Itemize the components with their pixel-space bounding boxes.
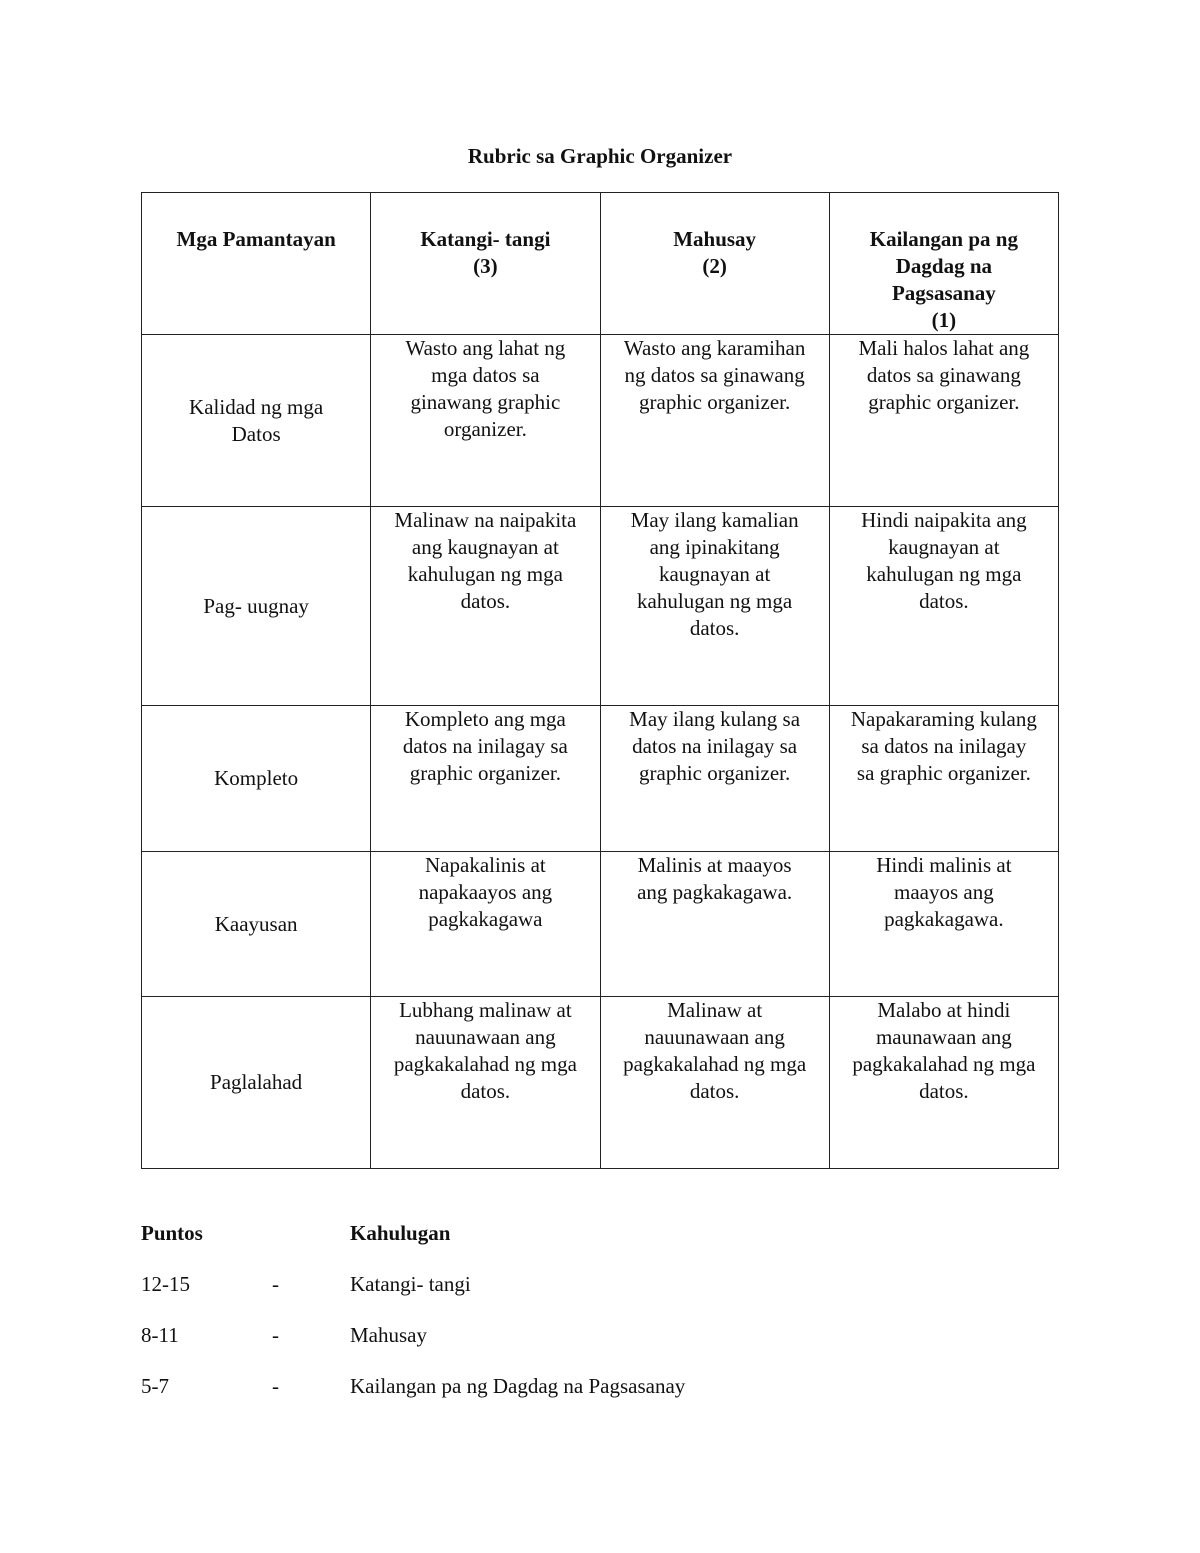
cell-line: Kompleto [214, 766, 299, 790]
cell-line: Wasto ang karamihan [623, 336, 806, 360]
legend-points: 5-7 [141, 1374, 169, 1398]
cell-line: Hindi malinis at [876, 853, 1012, 877]
cell-line: pagkakalahad ng mga [623, 1052, 807, 1076]
cell-line: pagkakalahad ng mga [852, 1052, 1036, 1076]
descriptor-cell [600, 335, 829, 507]
cell-line: ang pagkakagawa. [637, 880, 793, 904]
legend-meaning: Kailangan pa ng Dagdag na Pagsasanay [350, 1374, 686, 1398]
descriptor-cell [829, 706, 1058, 852]
page-title: Rubric sa Graphic Organizer [467, 144, 733, 168]
descriptor-cell [829, 335, 1058, 507]
cell-line: Malinaw na naipakita [394, 508, 577, 532]
cell-line: pagkakalahad ng mga [393, 1052, 577, 1076]
header-line: Katangi- tangi [420, 227, 551, 251]
cell-line: sa datos na inilagay [861, 734, 1027, 758]
cell-line: kahulugan ng mga [407, 562, 563, 586]
cell-line: datos na inilagay sa [402, 734, 568, 758]
cell-line: Wasto ang lahat ng [405, 336, 566, 360]
criterion-cell [142, 706, 371, 852]
cell-line: kaugnayan at [888, 535, 1000, 559]
header-level-2 [600, 193, 829, 335]
legend-dash: - [272, 1272, 279, 1296]
header-line: (3) [473, 254, 498, 278]
header-line: (2) [702, 254, 727, 278]
cell-line: Pag- uugnay [203, 593, 309, 618]
cell-line: kahulugan ng mga [866, 562, 1022, 586]
cell-line: Malinis at maayos [637, 853, 792, 877]
cell-line: ang kaugnayan at [411, 535, 559, 559]
criterion-cell [142, 335, 371, 507]
table-row [142, 507, 1059, 706]
cell-line: sa graphic organizer. [856, 761, 1031, 785]
descriptor-cell [829, 852, 1058, 997]
cell-line: datos. [460, 589, 511, 613]
cell-line: pagkakagawa. [884, 907, 1004, 931]
header-line: Pagsasanay [891, 281, 996, 305]
cell-line: datos sa ginawang [866, 363, 1021, 387]
descriptor-cell [600, 997, 829, 1169]
cell-line: Malabo at hindi [877, 998, 1011, 1022]
cell-line: kahulugan ng mga [637, 589, 793, 613]
descriptor-cell [829, 997, 1058, 1169]
cell-line: pagkakagawa [428, 907, 543, 931]
cell-line: May ilang kamalian [630, 508, 799, 532]
cell-line: ang ipinakitang [649, 535, 780, 559]
cell-line: ginawang graphic [410, 390, 561, 414]
header-level-3 [371, 193, 600, 335]
cell-line: mga datos sa [431, 363, 540, 387]
table-row [142, 852, 1059, 997]
legend-points: 12-15 [141, 1272, 190, 1296]
rubric-table [141, 192, 1059, 1169]
criterion-cell [142, 507, 371, 706]
cell-line: Kaayusan [214, 911, 298, 936]
cell-line: napakaayos ang [418, 880, 553, 904]
descriptor-cell [371, 335, 600, 507]
cell-line: graphic organizer. [639, 761, 791, 785]
cell-line: Kalidad ng mga [189, 394, 324, 419]
cell-line: datos. [460, 1079, 511, 1103]
cell-line: graphic organizer. [868, 390, 1020, 414]
header-criteria [142, 193, 371, 335]
legend-dash: - [272, 1323, 279, 1347]
descriptor-cell [600, 852, 829, 997]
cell-line: May ilang kulang sa [629, 707, 801, 731]
table-row [142, 706, 1059, 852]
descriptor-cell [371, 997, 600, 1169]
cell-line: datos. [689, 616, 740, 640]
header-line: Mga Pamantayan [176, 227, 336, 251]
header-line: (1) [931, 308, 957, 332]
cell-line: graphic organizer. [639, 390, 791, 414]
legend-meaning: Katangi- tangi [350, 1272, 471, 1296]
cell-line: Mali halos lahat ang [858, 336, 1030, 360]
descriptor-cell [371, 852, 600, 997]
descriptor-cell [600, 706, 829, 852]
cell-line: Kompleto ang mga [404, 707, 566, 731]
criterion-cell [142, 997, 371, 1169]
cell-line: Hindi naipakita ang [861, 508, 1027, 532]
cell-line: nauunawaan ang [644, 1025, 785, 1049]
cell-line: datos. [689, 1079, 740, 1103]
table-header-row [142, 193, 1059, 335]
header-line: Dagdag na [895, 254, 993, 278]
legend-dash: - [272, 1374, 279, 1398]
legend-meaning-heading: Kahulugan [350, 1221, 451, 1245]
header-line: Mahusay [673, 227, 757, 251]
cell-line: datos. [919, 589, 969, 613]
cell-line: Malinaw at [667, 998, 763, 1022]
cell-line: Datos [231, 421, 281, 446]
criterion-cell [142, 852, 371, 997]
table-row [142, 335, 1059, 507]
cell-line: Napakalinis at [425, 853, 546, 877]
descriptor-cell [829, 507, 1058, 706]
cell-line: datos. [919, 1079, 969, 1103]
cell-line: Paglalahad [210, 1070, 303, 1094]
cell-line: datos na inilagay sa [632, 734, 798, 758]
cell-line: Napakaraming kulang [850, 707, 1037, 731]
cell-line: maunawaan ang [875, 1025, 1012, 1049]
cell-line: Lubhang malinaw at [399, 998, 572, 1022]
cell-line: organizer. [443, 417, 527, 441]
cell-line: ng datos sa ginawang [624, 363, 805, 387]
descriptor-cell [371, 706, 600, 852]
cell-line: maayos ang [894, 880, 994, 904]
cell-line: graphic organizer. [409, 761, 561, 785]
header-line: Kailangan pa ng [869, 227, 1018, 251]
table-row [142, 997, 1059, 1169]
descriptor-cell [600, 507, 829, 706]
legend-points: 8-11 [141, 1323, 179, 1347]
legend-meaning: Mahusay [350, 1323, 427, 1347]
cell-line: nauunawaan ang [415, 1025, 556, 1049]
descriptor-cell [371, 507, 600, 706]
header-level-1 [829, 193, 1058, 335]
cell-line: kaugnayan at [658, 562, 771, 586]
legend-points-heading: Puntos [141, 1221, 203, 1245]
